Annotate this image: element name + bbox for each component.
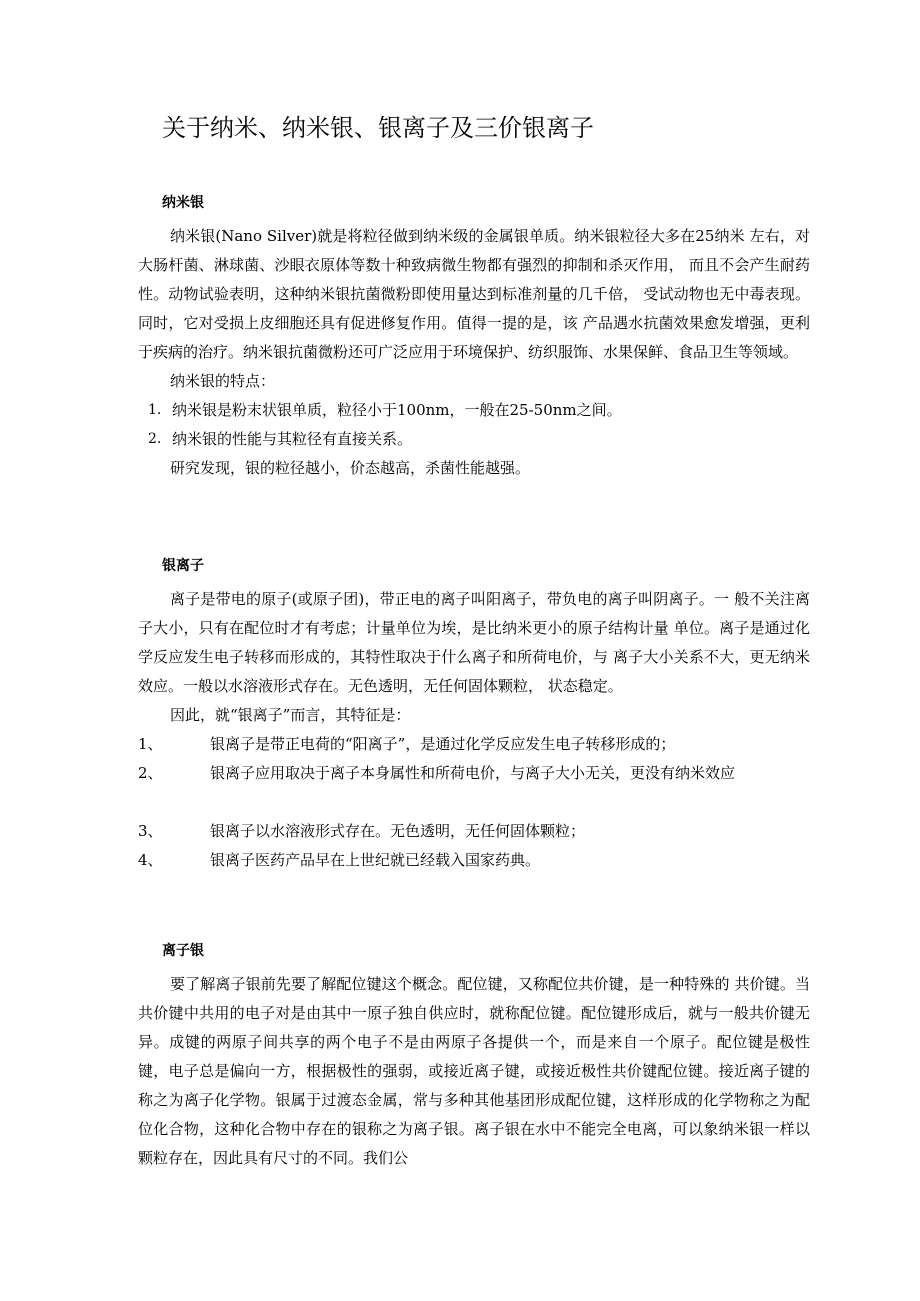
list-item-text: 银离子医药产品早在上世纪就已经载入国家药典。: [210, 851, 541, 869]
list-item: [138, 730, 810, 759]
section-heading-silver-ion: 银离子: [162, 558, 204, 574]
paragraph-nano-silver: 纳米银(Nano Silver)就是将粒径做到纳米级的金属银单质。纳米银粒径大多在25纳米 左右，对大肠杆菌、淋球菌、沙眼衣原体等数十种致病微生物都有强烈的抑制和杀灭作用， 而且不会产生耐药性。动物试验表明，这种纳米银抗菌微粉即使用量达到标准剂量的几千倍， 受试动物也无中毒表现。同时，它对受损上皮细胞还具有促进修复作用。值得一提的是，该 产品遇水抗菌效果愈发增强，更利于疾病的治疗。纳米银抗菌微粉还可广泛应用于环境保护、纺织服饰、水果保鲜、食品卫生等领域。: [138, 227, 810, 361]
section-ionic-silver: [138, 941, 810, 1173]
list-item: [138, 425, 810, 454]
list-marker: 2.: [148, 431, 162, 447]
list-item-text: 银离子以水溶液形式存在。无色透明，无任何固体颗粒；: [210, 822, 586, 840]
section-heading-nano-silver: 纳米银: [162, 195, 204, 211]
paragraph-ionic-silver: 要了解离子银前先要了解配位键这个概念。配位键，又称配位共价键，是一种特殊的 共价键。当共价键中共用的电子对是由其中一原子独自供应时，就称配位键。配位键形成后，就与一般共价键无异。成键的两原子间共享的两个电子不是由两原子各提供一个，而是来自一个原子。配位键是极性键，电子总是偏向一方，根据极性的强弱，或接近离子键，或接近极性共价键配位键。接近离子键的称之为离子化学物。银属于过渡态金属，常与多种其他基团形成配位键，这样形成的化学物称之为配位化合物，这种化合物中存在的银称之为离子银。离子银在水中不能完全电离，可以象纳米银一样以颗粒存在，因此具有尺寸的不同。我们公: [138, 975, 810, 1167]
list-nano-silver-features: [138, 396, 810, 454]
list-item: [138, 759, 810, 788]
list-marker: 1、: [138, 735, 163, 753]
list-item-text: 纳米银是粉末状银单质，粒径小于100nm，一般在25-50nm之间。: [172, 401, 622, 419]
list-marker: 3、: [138, 822, 163, 840]
section-silver-ion: [138, 556, 810, 875]
closing-nano-silver: 研究发现，银的粒径越小，价态越高，杀菌性能越强。: [170, 459, 531, 477]
list-marker: 4、: [138, 851, 163, 869]
list-item-text: 纳米银的性能与其粒径有直接关系。: [172, 430, 413, 448]
paragraph-silver-ion: 离子是带电的原子(或原子团)，带正电的离子叫阳离子，带负电的离子叫阴离子。一 般不关注离子大小，只有在配位时才有考虑；计量单位为埃，是比纳米更小的原子结构计量 单位。离子是通过化学反应发生电子转移而形成的，其特性取决于什么离子和所荷电价，与 离子大小关系不大，更无纳米效应。一般以水溶液形式存在。无色透明，无任何固体颗粒， 状态稳定。: [138, 590, 810, 695]
list-silver-ion-features: [138, 730, 810, 875]
page-title: 关于纳米、纳米银、银离子及三价银离子: [162, 114, 594, 142]
list-marker: 2、: [138, 764, 163, 782]
list-item: [138, 396, 810, 425]
section-nano-silver: [138, 193, 810, 483]
list-item-text: 银离子应用取决于离子本身属性和所荷电价，与离子大小无关，更没有纳米效应: [210, 764, 736, 782]
list-intro-silver-ion: 因此，就“银离子”而言，其特征是：: [170, 706, 411, 724]
list-item: [138, 817, 810, 846]
list-intro-nano-silver: 纳米银的特点：: [170, 372, 276, 390]
list-item-text: 银离子是带正电荷的“阳离子”，是通过化学反应发生电子转移形成的；: [210, 735, 676, 753]
section-heading-ionic-silver: 离子银: [162, 943, 204, 959]
list-item: [138, 846, 810, 875]
list-marker: 1.: [148, 402, 162, 418]
